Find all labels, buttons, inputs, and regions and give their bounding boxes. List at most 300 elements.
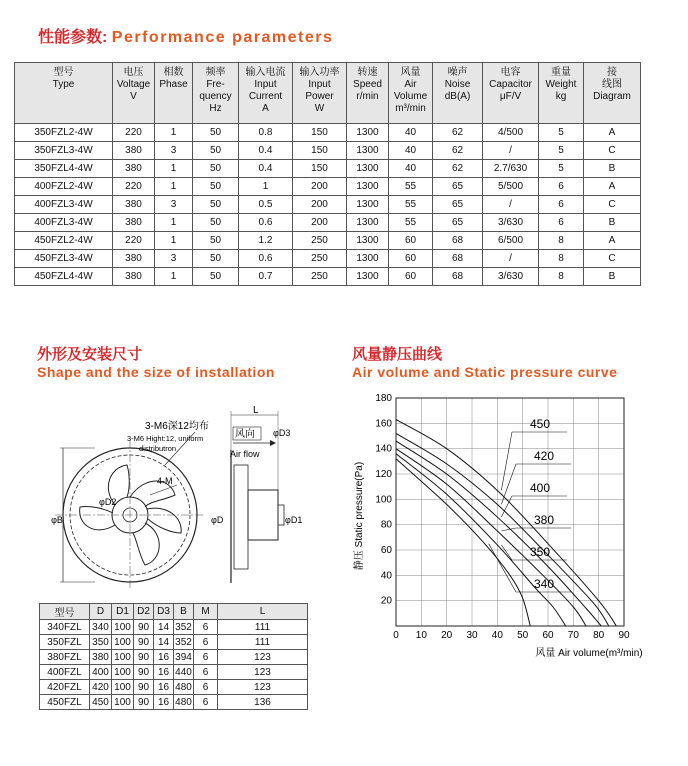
dim-d-label: φD — [211, 515, 224, 525]
perf-header-4 — [239, 63, 293, 124]
table-row — [15, 268, 641, 286]
chart-xlabel: 风量 Air volume(m³/min) — [535, 648, 643, 659]
x-tick-label: 50 — [517, 630, 529, 641]
table-cell: 3/630 — [483, 268, 539, 286]
table-cell: 2.7/630 — [483, 160, 539, 178]
table-cell: 450FZL2-4W — [15, 232, 113, 250]
perf-header-line: Volume — [393, 91, 428, 102]
perf-header-1 — [113, 63, 155, 124]
series-line-400 — [396, 441, 601, 626]
x-tick-label: 10 — [415, 630, 427, 641]
perf-header-line: m³/min — [395, 103, 426, 114]
series-label: 380 — [534, 513, 555, 527]
perf-header-line: Current — [248, 91, 283, 102]
table-cell: C — [584, 142, 641, 160]
dims-header-6: M — [194, 604, 218, 620]
table-cell: 380 — [113, 160, 155, 178]
table-row — [40, 695, 308, 710]
table-cell: 0.5 — [239, 196, 293, 214]
dim-d3-label: φD3 — [273, 428, 291, 438]
table-cell: 480 — [175, 696, 192, 708]
table-cell: 150 — [293, 160, 347, 178]
table-cell: 100 — [112, 665, 134, 680]
table-cell: 16 — [154, 650, 174, 665]
perf-header-line: Weight — [545, 79, 577, 90]
table-row — [15, 214, 641, 232]
table-cell: 16 — [154, 665, 174, 680]
perf-header-line: Speed — [353, 79, 382, 90]
table-cell: / — [483, 250, 539, 268]
chart-ylabel: 静压 Static pressure(Pa) — [354, 461, 365, 571]
title-zh: 性能参数: — [38, 29, 108, 46]
perf-header-line: quency — [199, 91, 232, 102]
holes-label-en2: distributron — [139, 444, 177, 453]
table-cell: 340 — [90, 620, 112, 635]
table-cell: 150 — [293, 142, 347, 160]
table-cell: 16 — [154, 695, 174, 710]
table-cell: 380FZL — [40, 650, 90, 665]
perf-header-line: 噪声 — [447, 67, 468, 78]
table-cell: 450FZL3-4W — [15, 250, 113, 268]
table-cell: 1 — [155, 268, 193, 286]
y-tick-label: 60 — [380, 545, 392, 556]
table-cell: 200 — [293, 178, 347, 196]
table-row — [15, 250, 641, 268]
table-cell: 5/500 — [483, 178, 539, 196]
perf-header-6 — [347, 63, 389, 124]
y-tick-label: 20 — [380, 595, 392, 607]
table-cell: 6 — [194, 695, 218, 710]
table-cell: 62 — [433, 160, 483, 178]
perf-header-line: 电压 — [123, 67, 144, 78]
table-cell: 65 — [433, 178, 483, 196]
table-cell: 50 — [193, 142, 239, 160]
perf-header-line: r/min — [356, 91, 379, 102]
table-cell: 1.2 — [239, 232, 293, 250]
table-cell: 50 — [193, 178, 239, 196]
perf-header-7 — [389, 63, 433, 124]
table-cell: 350FZL4-4W — [15, 160, 113, 178]
table-cell: 40 — [389, 142, 433, 160]
y-tick-label: 180 — [375, 393, 392, 404]
table-cell: 14 — [154, 635, 174, 650]
perf-header-10 — [539, 63, 584, 124]
dims-header-2: D1 — [112, 604, 134, 620]
table-row — [15, 178, 641, 196]
table-row — [15, 124, 641, 142]
table-cell: 100 — [112, 650, 134, 665]
table-cell: 400FZL3-4W — [15, 214, 113, 232]
dim-m-label: 4-M — [157, 476, 173, 486]
perf-header-line: V — [130, 91, 137, 102]
table-cell: 0.4 — [239, 142, 293, 160]
table-cell: 50 — [193, 160, 239, 178]
table-cell: 5 — [539, 160, 584, 178]
table-cell: 5 — [539, 124, 584, 142]
table-cell: 400FZL — [40, 665, 90, 680]
table-cell: 450 — [90, 695, 112, 710]
perf-header-line: Type — [52, 79, 75, 90]
curve-title-zh: 风量静压曲线 — [352, 346, 443, 363]
table-cell: 6 — [194, 665, 218, 680]
perf-header-line: μF/V — [499, 91, 522, 102]
perf-header-line: Capacitor — [489, 79, 532, 90]
table-cell: 1 — [155, 178, 193, 196]
dims-header-1: D — [90, 604, 112, 620]
perf-header-line: kg — [555, 91, 567, 102]
table-cell: 60 — [389, 250, 433, 268]
table-cell: 1300 — [347, 124, 389, 142]
table-cell: 68 — [433, 232, 483, 250]
perf-header-line: 风量 — [400, 67, 421, 78]
shape-title-zh: 外形及安装尺寸 — [37, 346, 143, 363]
table-cell: 3 — [155, 142, 193, 160]
perf-header-line: Input — [254, 79, 277, 90]
perf-header-line: 型号 — [53, 67, 74, 78]
installation-drawing — [35, 405, 315, 600]
dims-header-0: 型号 — [40, 604, 90, 620]
perf-header-2 — [155, 63, 193, 124]
table-cell: 6 — [539, 178, 584, 196]
table-cell: 6 — [539, 214, 584, 232]
perf-header-5 — [293, 63, 347, 124]
perf-header-line: Voltage — [116, 79, 151, 90]
perf-header-line: Fre- — [206, 79, 225, 90]
table-cell: 136 — [218, 695, 308, 710]
dim-d2-label: φD2 — [99, 497, 117, 507]
table-cell: 123 — [218, 650, 308, 665]
dim-b-label: φB — [51, 515, 63, 525]
y-tick-label: 80 — [380, 519, 392, 531]
perf-header-line: 接 — [607, 67, 617, 78]
table-cell: 50 — [193, 124, 239, 142]
table-row — [15, 232, 641, 250]
chart-grid — [396, 398, 624, 626]
table-cell: 1300 — [347, 214, 389, 232]
table-cell: 6 — [194, 635, 218, 650]
series-leader — [501, 464, 516, 504]
perf-header-line: 输入功率 — [299, 67, 340, 78]
table-cell: 65 — [433, 214, 483, 232]
table-cell: 6 — [194, 680, 218, 695]
table-cell: 420 — [90, 680, 112, 695]
table-cell: 111 — [218, 620, 308, 635]
series-leader — [501, 545, 512, 560]
perf-header-line: 相数 — [163, 67, 184, 78]
dimensions-table — [39, 603, 308, 710]
table-cell: 90 — [134, 635, 154, 650]
table-row — [40, 635, 308, 650]
table-cell: 50 — [193, 214, 239, 232]
x-tick-label: 30 — [466, 630, 478, 641]
table-cell: 350FZL — [40, 635, 90, 650]
series-label: 350 — [530, 545, 551, 559]
table-row — [15, 160, 641, 178]
perf-header-3 — [193, 63, 239, 124]
table-cell: B — [584, 214, 641, 232]
table-cell: 352 — [175, 636, 192, 648]
table-cell: 0.8 — [239, 124, 293, 142]
table-cell: 90 — [134, 665, 154, 680]
table-cell: / — [483, 196, 539, 214]
table-cell: 380 — [113, 268, 155, 286]
table-cell: 3 — [155, 196, 193, 214]
table-cell: 400FZL2-4W — [15, 178, 113, 196]
table-cell: A — [584, 232, 641, 250]
table-cell: 220 — [113, 178, 155, 196]
perf-header-line: 频率 — [205, 67, 226, 78]
table-cell: 62 — [433, 124, 483, 142]
table-cell: 60 — [389, 232, 433, 250]
perf-header-0 — [15, 63, 113, 124]
table-cell: 220 — [113, 232, 155, 250]
table-cell: 100 — [112, 635, 134, 650]
table-cell: 0.6 — [239, 214, 293, 232]
table-cell: C — [584, 196, 641, 214]
series-line-450 — [396, 420, 616, 626]
table-cell: 450FZL — [40, 695, 90, 710]
y-tick-label: 120 — [375, 469, 392, 480]
table-cell: 400 — [90, 665, 112, 680]
table-cell: 1300 — [347, 196, 389, 214]
table-cell: 1300 — [347, 250, 389, 268]
table-cell: A — [584, 178, 641, 196]
table-cell: / — [483, 142, 539, 160]
perf-header-line: 重量 — [551, 67, 571, 78]
dims-header-4: D3 — [154, 604, 174, 620]
table-cell: 55 — [389, 214, 433, 232]
table-cell: 0.7 — [239, 268, 293, 286]
perf-header-line: Hz — [209, 103, 222, 114]
plot-frame — [396, 398, 624, 626]
perf-header-line: Phase — [159, 79, 188, 90]
series-leader — [501, 528, 516, 531]
side-motor — [248, 490, 278, 540]
holes-label-en1: 3-M6 Hight:12, uniform — [127, 434, 204, 443]
y-tick-label: 40 — [380, 570, 392, 582]
curve-title-en: Air volume and Static pressure curve — [352, 364, 618, 380]
curve-section-title — [352, 343, 617, 380]
table-cell: 100 — [112, 620, 134, 635]
dimensions-header-row — [40, 604, 308, 620]
series-label: 400 — [530, 481, 551, 495]
perf-header-line: Air — [404, 79, 417, 90]
table-cell: 340FZL — [40, 620, 90, 635]
table-cell: 90 — [134, 680, 154, 695]
table-cell: 1300 — [347, 142, 389, 160]
table-cell: 480 — [175, 681, 192, 693]
table-cell: 200 — [293, 214, 347, 232]
dims-header-5: B — [174, 604, 194, 620]
perf-header-line: A — [262, 103, 269, 114]
table-cell: 6/500 — [483, 232, 539, 250]
dims-header-3: D2 — [134, 604, 154, 620]
perf-header-line: Noise — [444, 79, 471, 90]
table-cell: 65 — [433, 196, 483, 214]
x-tick-label: 80 — [593, 630, 605, 641]
x-tick-label: 60 — [542, 630, 554, 641]
table-cell: 1 — [155, 214, 193, 232]
perf-header-line: 输入电流 — [245, 67, 286, 78]
table-cell: 380 — [113, 250, 155, 268]
dim-l-label: L — [253, 405, 259, 416]
table-cell: C — [584, 250, 641, 268]
airflow-label-en: Air flow — [230, 449, 260, 459]
table-cell: 1 — [155, 124, 193, 142]
table-cell: 90 — [134, 650, 154, 665]
y-tick-label: 100 — [375, 494, 392, 506]
table-cell: 6 — [194, 650, 218, 665]
table-row — [40, 680, 308, 695]
table-cell: 250 — [293, 250, 347, 268]
table-cell: 40 — [389, 124, 433, 142]
perf-header-line: Input — [308, 79, 331, 90]
table-cell: 62 — [433, 142, 483, 160]
table-cell: 3/630 — [483, 214, 539, 232]
table-cell: 8 — [539, 268, 584, 286]
x-tick-label: 40 — [491, 630, 503, 641]
series-label: 450 — [530, 417, 551, 431]
table-row — [40, 620, 308, 635]
table-cell: 0.6 — [239, 250, 293, 268]
table-cell: 6 — [539, 196, 584, 214]
perf-header-line: 电容 — [500, 67, 521, 78]
x-tick-label: 0 — [393, 630, 399, 641]
table-cell: 90 — [134, 620, 154, 635]
table-cell: 380 — [113, 142, 155, 160]
table-cell: 0.4 — [239, 160, 293, 178]
table-cell: 420FZL — [40, 680, 90, 695]
table-row — [15, 142, 641, 160]
page-title — [38, 24, 333, 47]
table-cell: 50 — [193, 232, 239, 250]
series-label: 340 — [534, 577, 555, 591]
perf-header-line: dB(A) — [444, 91, 471, 102]
table-cell: 150 — [293, 124, 347, 142]
series-label: 420 — [534, 449, 555, 463]
side-shaft — [278, 505, 284, 525]
table-cell: 1 — [239, 178, 293, 196]
table-row — [40, 665, 308, 680]
table-cell: 5 — [539, 142, 584, 160]
table-cell: 4/500 — [483, 124, 539, 142]
table-cell: 3 — [155, 250, 193, 268]
perf-header-9 — [483, 63, 539, 124]
table-cell: 1 — [155, 232, 193, 250]
table-cell: 50 — [193, 250, 239, 268]
table-cell: 352 — [175, 621, 192, 633]
table-cell: 250 — [293, 268, 347, 286]
chart-series — [396, 417, 616, 626]
table-cell: 90 — [134, 695, 154, 710]
airflow-label-zh: 风向 — [235, 429, 255, 440]
table-cell: 50 — [193, 196, 239, 214]
table-cell: 380 — [113, 214, 155, 232]
perf-header-line: Diagram — [593, 91, 631, 102]
table-cell: 100 — [112, 695, 134, 710]
chart-ticks — [375, 393, 630, 641]
table-cell: 200 — [293, 196, 347, 214]
holes-label-zh: 3-M6深12均布 — [145, 421, 209, 432]
dim-d1-label: φD1 — [285, 515, 303, 525]
perf-header-line: 转速 — [357, 67, 378, 78]
dimensions-body — [40, 620, 308, 710]
table-cell: 55 — [389, 196, 433, 214]
table-row — [40, 650, 308, 665]
table-cell: 55 — [389, 178, 433, 196]
perf-header-line: W — [314, 103, 325, 114]
table-cell: 111 — [218, 635, 308, 650]
y-tick-label: 160 — [375, 418, 392, 430]
table-cell: 6 — [194, 620, 218, 635]
table-cell: 1300 — [347, 268, 389, 286]
table-cell: 220 — [113, 124, 155, 142]
title-en: Performance parameters — [111, 29, 334, 46]
perf-header-line: Power — [305, 91, 334, 102]
table-cell: 1300 — [347, 178, 389, 196]
table-cell: 14 — [154, 620, 174, 635]
table-cell: 123 — [218, 680, 308, 695]
table-cell: 1300 — [347, 232, 389, 250]
table-row — [15, 196, 641, 214]
table-cell: 400FZL3-4W — [15, 196, 113, 214]
series-leader — [501, 432, 512, 490]
table-cell: 350FZL3-4W — [15, 142, 113, 160]
table-cell: 68 — [433, 250, 483, 268]
table-cell: 380 — [113, 196, 155, 214]
static-pressure-chart — [346, 388, 646, 663]
shape-section-title — [37, 343, 275, 380]
y-tick-label: 140 — [375, 443, 392, 455]
x-tick-label: 90 — [618, 630, 630, 641]
table-cell: 100 — [112, 680, 134, 695]
table-cell: 8 — [539, 232, 584, 250]
table-cell: 440 — [175, 666, 192, 678]
table-cell: 380 — [90, 650, 112, 665]
table-cell: 60 — [389, 268, 433, 286]
perf-header-8 — [433, 63, 483, 124]
table-cell: 68 — [433, 268, 483, 286]
x-tick-label: 20 — [441, 630, 453, 641]
table-cell: 1 — [155, 160, 193, 178]
x-tick-label: 70 — [567, 630, 579, 641]
perf-header-11 — [584, 63, 641, 124]
table-cell: 394 — [175, 651, 192, 663]
performance-body — [15, 124, 641, 286]
table-cell: 1300 — [347, 160, 389, 178]
series-line-340 — [396, 459, 530, 626]
table-cell: B — [584, 160, 641, 178]
table-cell: 50 — [193, 268, 239, 286]
table-cell: 350 — [90, 635, 112, 650]
table-cell: 250 — [293, 232, 347, 250]
table-cell: 8 — [539, 250, 584, 268]
table-cell: 16 — [154, 680, 174, 695]
table-cell: 40 — [389, 160, 433, 178]
dims-header-7: L — [218, 604, 308, 620]
table-cell: 450FZL4-4W — [15, 268, 113, 286]
table-cell: A — [584, 124, 641, 142]
performance-header-row — [15, 63, 641, 124]
table-cell: 123 — [218, 665, 308, 680]
perf-header-line: 线图 — [602, 79, 622, 90]
shape-title-en: Shape and the size of installation — [37, 364, 275, 380]
table-cell: B — [584, 268, 641, 286]
side-blades — [234, 465, 248, 569]
performance-table — [14, 62, 641, 286]
series-line-420 — [396, 433, 609, 626]
table-cell: 350FZL2-4W — [15, 124, 113, 142]
